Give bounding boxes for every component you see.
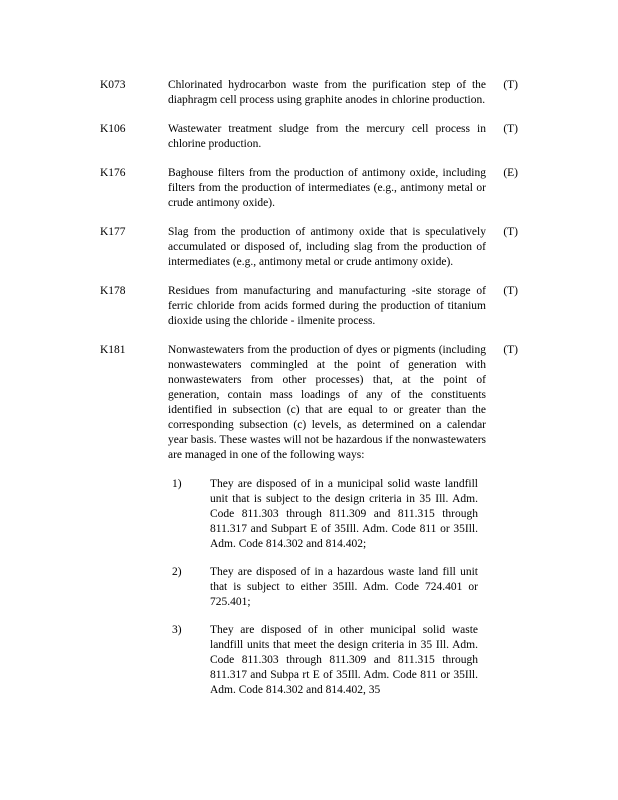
waste-code-entry xyxy=(100,122,518,152)
sub-item-flag xyxy=(492,477,518,552)
sub-item-number: 2) xyxy=(172,566,182,578)
sub-item-number: 3) xyxy=(172,624,182,636)
waste-code-entry xyxy=(100,343,518,463)
hazard-flag: (T) xyxy=(503,79,518,91)
sub-item-text: They are disposed of in a municipal solid waste landfill unit that is subject to the design criteria in 35 Ill. Adm. Code 811.303 through 811.309 and 811.315 through 811.317 and Subpart E of 35Ill. Adm. Code 811 or 35Ill. Adm. Code 814.302 and 814.402; xyxy=(210,478,478,550)
sub-item-flag xyxy=(492,623,518,698)
waste-description: Slag from the production of antimony oxide that is speculatively accumulated or disposed of, including slag from the production of intermediates (e.g., antimony metal or crude antimony oxide). xyxy=(168,226,486,268)
hazard-flag: (T) xyxy=(503,226,518,238)
waste-description: Chlorinated hydrocarbon waste from the purification step of the diaphragm cell process using graphite anodes in chlorine production. xyxy=(168,79,486,106)
waste-code: K181 xyxy=(100,344,126,356)
waste-code: K176 xyxy=(100,167,126,179)
waste-code: K106 xyxy=(100,123,126,135)
waste-code: K178 xyxy=(100,285,126,297)
waste-description: Residues from manufacturing and manufacturing -site storage of ferric chloride from acids formed during the production of titanium dioxide using the chloride - ilmenite process. xyxy=(168,285,486,327)
hazard-flag: (T) xyxy=(503,285,518,297)
waste-code-entry xyxy=(100,225,518,270)
sub-item xyxy=(100,565,518,610)
waste-code-entry xyxy=(100,284,518,329)
waste-description: Baghouse filters from the production of antimony oxide, including filters from the production of intermediates (e.g., antimony metal or crude antimony oxide). xyxy=(168,167,486,209)
sub-item xyxy=(100,623,518,698)
sub-item-text: They are disposed of in other municipal solid waste landfill units that meet the design criteria in 35 Ill. Adm. Code 811.303 through 811.309 and 811.315 through 811.317 and Subpa rt E of 35Ill. Adm. Code 811 or 35Ill. Adm. Code 814.302 and 814.402, 35 xyxy=(210,624,478,696)
waste-description: Wastewater treatment sludge from the mercury cell process in chlorine production. xyxy=(168,123,486,150)
waste-code-entry xyxy=(100,166,518,211)
sub-item-gutter xyxy=(100,477,168,552)
sub-item-gutter xyxy=(100,623,168,698)
hazard-flag: (E) xyxy=(503,167,518,179)
sub-item-list xyxy=(100,477,518,698)
sub-item xyxy=(100,477,518,552)
waste-description: Nonwastewaters from the production of dyes or pigments (including nonwastewaters commingled at the point of generation with nonwastewaters from other processes) that, at the point of generation, contain mass loadings of any of the constituents identified in subsection (c) that are equal to or greater than the corresponding subsection (c) levels, as determined on a calendar year basis. These wastes will not be hazardous if the nonwastewaters are managed in one of the following ways: xyxy=(168,344,486,461)
sub-item-gutter xyxy=(100,565,168,610)
hazard-flag: (T) xyxy=(503,123,518,135)
waste-code: K073 xyxy=(100,79,126,91)
sub-item-number: 1) xyxy=(172,478,182,490)
sub-item-text: They are disposed of in a hazardous waste land fill unit that is subject to either 35Ill. Adm. Code 724.401 or 725.401; xyxy=(210,566,478,608)
hazard-flag: (T) xyxy=(503,344,518,356)
waste-code-entry xyxy=(100,78,518,108)
waste-code: K177 xyxy=(100,226,126,238)
sub-item-flag xyxy=(492,565,518,610)
